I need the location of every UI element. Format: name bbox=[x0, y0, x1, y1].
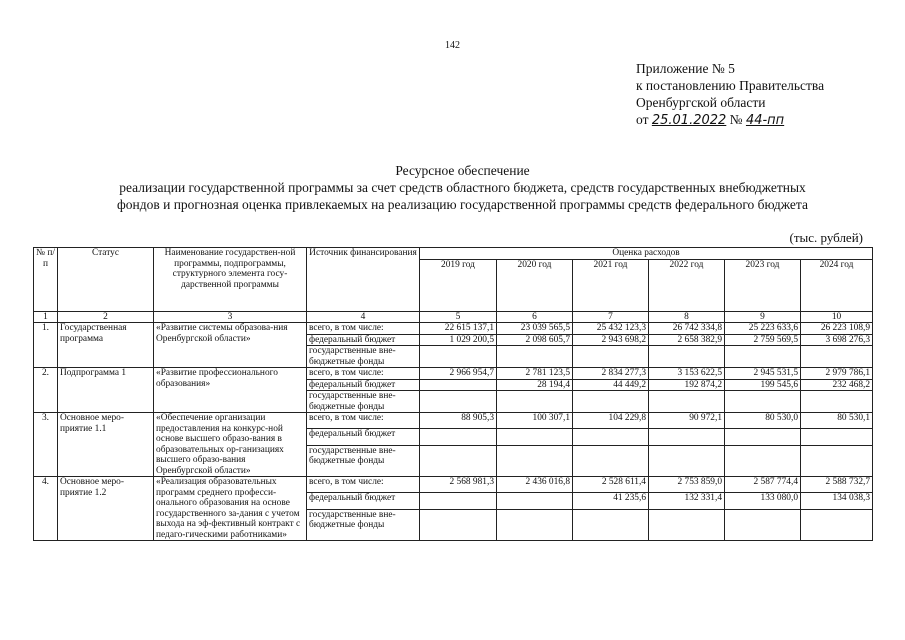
row-funding-source: всего, в том числе: bbox=[307, 368, 420, 380]
row-value bbox=[420, 445, 497, 476]
row-value bbox=[573, 445, 649, 476]
row-value bbox=[573, 391, 649, 413]
row-value: 23 039 565,5 bbox=[497, 323, 573, 335]
units-label: (тыс. рублей) bbox=[789, 230, 863, 245]
row-funding-source: федеральный бюджет bbox=[307, 379, 420, 391]
row-value bbox=[801, 391, 873, 413]
row-value bbox=[725, 509, 801, 540]
row-value: 26 223 108,9 bbox=[801, 323, 873, 335]
row-value: 133 080,0 bbox=[725, 493, 801, 509]
row-name: «Обеспечение организации предоставления на конкурс-ной основе высшего образо-вания в образовательных ор-ганизациях высшего образо-вания Оренбургской области» bbox=[154, 413, 307, 477]
document-title bbox=[40, 162, 885, 213]
row-value: 2 658 382,9 bbox=[649, 334, 725, 346]
budget-table-body bbox=[34, 323, 873, 541]
row-value bbox=[725, 429, 801, 445]
row-number: 3. bbox=[34, 413, 58, 477]
header-row-1 bbox=[34, 248, 873, 260]
table-row bbox=[34, 323, 873, 335]
row-funding-source: федеральный бюджет bbox=[307, 429, 420, 445]
row-value bbox=[649, 391, 725, 413]
row-value: 2 943 698,2 bbox=[573, 334, 649, 346]
row-value: 25 223 633,6 bbox=[725, 323, 801, 335]
row-value: 22 615 137,1 bbox=[420, 323, 497, 335]
row-value bbox=[420, 509, 497, 540]
table-row bbox=[34, 368, 873, 380]
header-estimate: Оценка расходов bbox=[420, 248, 873, 260]
row-funding-source: всего, в том числе: bbox=[307, 323, 420, 335]
row-value bbox=[420, 429, 497, 445]
table-row bbox=[34, 477, 873, 493]
row-value: 3 153 622,5 bbox=[649, 368, 725, 380]
header-year: 2021 год bbox=[573, 259, 649, 311]
header-year: 2020 год bbox=[497, 259, 573, 311]
row-value: 100 307,1 bbox=[497, 413, 573, 429]
row-funding-source: государственные вне-бюджетные фонды bbox=[307, 509, 420, 540]
row-value: 44 449,2 bbox=[573, 379, 649, 391]
budget-table bbox=[33, 247, 873, 541]
row-name: «Развитие профессионального образования» bbox=[154, 368, 307, 413]
column-index: 10 bbox=[801, 311, 873, 323]
row-status: Основное меро-приятие 1.1 bbox=[58, 413, 154, 477]
row-value: 134 038,3 bbox=[801, 493, 873, 509]
row-value: 25 432 123,3 bbox=[573, 323, 649, 335]
row-name: «Реализация образовательных программ среднего професси-онального образования на основе государственного за-дания с учетом выхода на эф-фективный контракт с педаго-гическими работниками» bbox=[154, 477, 307, 541]
appendix-region: Оренбургской области bbox=[636, 95, 766, 110]
title-line-1: Ресурсное обеспечение bbox=[395, 163, 530, 178]
row-value bbox=[649, 346, 725, 368]
row-value: 2 759 569,5 bbox=[725, 334, 801, 346]
row-status: Подпрограмма 1 bbox=[58, 368, 154, 413]
page-number: 142 bbox=[445, 40, 460, 51]
row-funding-source: всего, в том числе: bbox=[307, 477, 420, 493]
row-value bbox=[725, 346, 801, 368]
row-value bbox=[497, 391, 573, 413]
row-value bbox=[573, 509, 649, 540]
column-index: 2 bbox=[58, 311, 154, 323]
header-source: Источник финансирования bbox=[307, 248, 420, 312]
row-value: 2 587 774,4 bbox=[725, 477, 801, 493]
row-value: 26 742 334,8 bbox=[649, 323, 725, 335]
row-value: 104 229,8 bbox=[573, 413, 649, 429]
row-value: 41 235,6 bbox=[573, 493, 649, 509]
appendix-resolution: к постановлению Правительства bbox=[636, 78, 825, 93]
row-value bbox=[420, 391, 497, 413]
row-value bbox=[801, 509, 873, 540]
row-value: 199 545,6 bbox=[725, 379, 801, 391]
row-value bbox=[725, 391, 801, 413]
row-value bbox=[801, 429, 873, 445]
header-year: 2019 год bbox=[420, 259, 497, 311]
row-value: 2 781 123,5 bbox=[497, 368, 573, 380]
row-funding-source: федеральный бюджет bbox=[307, 334, 420, 346]
title-line-2: реализации государственной программы за счет средств областного бюджета, средств государственных внебюджетных bbox=[119, 180, 806, 195]
header-year: 2024 год bbox=[801, 259, 873, 311]
row-value: 28 194,4 bbox=[497, 379, 573, 391]
row-value: 132 331,4 bbox=[649, 493, 725, 509]
row-value bbox=[649, 509, 725, 540]
row-value bbox=[420, 379, 497, 391]
header-year: 2022 год bbox=[649, 259, 725, 311]
row-value bbox=[420, 493, 497, 509]
row-value bbox=[497, 429, 573, 445]
row-value: 2 753 859,0 bbox=[649, 477, 725, 493]
row-value: 2 966 954,7 bbox=[420, 368, 497, 380]
row-funding-source: государственные вне-бюджетные фонды bbox=[307, 391, 420, 413]
column-index: 9 bbox=[725, 311, 801, 323]
column-index: 7 bbox=[573, 311, 649, 323]
row-value bbox=[801, 445, 873, 476]
row-status: Основное меро-приятие 1.2 bbox=[58, 477, 154, 541]
title-line-3: фондов и прогнозная оценка привлекаемых на реализацию государственной программы средств федерального бюджета bbox=[117, 197, 808, 212]
row-value: 2 834 277,3 bbox=[573, 368, 649, 380]
column-index: 1 bbox=[34, 311, 58, 323]
header-status: Статус bbox=[58, 248, 154, 312]
row-value: 3 698 276,3 bbox=[801, 334, 873, 346]
row-value bbox=[573, 346, 649, 368]
resolution-date: 25.01.2022 bbox=[651, 113, 727, 128]
row-value: 90 972,1 bbox=[649, 413, 725, 429]
row-number: 4. bbox=[34, 477, 58, 541]
row-value bbox=[497, 445, 573, 476]
header-num: № п/п bbox=[34, 248, 58, 312]
row-value bbox=[497, 493, 573, 509]
date-prefix: от bbox=[636, 112, 649, 127]
column-index: 4 bbox=[307, 311, 420, 323]
row-value: 88 905,3 bbox=[420, 413, 497, 429]
row-value: 2 098 605,7 bbox=[497, 334, 573, 346]
header-year: 2023 год bbox=[725, 259, 801, 311]
column-index-row bbox=[34, 311, 873, 323]
row-value bbox=[725, 445, 801, 476]
row-value bbox=[649, 445, 725, 476]
row-funding-source: федеральный бюджет bbox=[307, 493, 420, 509]
row-value bbox=[497, 346, 573, 368]
row-funding-source: всего, в том числе: bbox=[307, 413, 420, 429]
row-value: 2 436 016,8 bbox=[497, 477, 573, 493]
row-funding-source: государственные вне-бюджетные фонды bbox=[307, 346, 420, 368]
row-value: 1 029 200,5 bbox=[420, 334, 497, 346]
appendix-title: Приложение № 5 bbox=[636, 61, 735, 76]
row-number: 2. bbox=[34, 368, 58, 413]
column-index: 3 bbox=[154, 311, 307, 323]
column-index: 8 bbox=[649, 311, 725, 323]
row-number: 1. bbox=[34, 323, 58, 368]
row-value: 80 530,1 bbox=[801, 413, 873, 429]
row-value: 2 945 531,5 bbox=[725, 368, 801, 380]
row-value bbox=[649, 429, 725, 445]
row-value bbox=[801, 346, 873, 368]
row-value bbox=[573, 429, 649, 445]
appendix-date-line bbox=[636, 111, 824, 129]
row-name: «Развитие системы образова-ния Оренбургской области» bbox=[154, 323, 307, 368]
header-name: Наименование государствен-ной программы, подпрограммы, структурного элемента госу-дарственной программы bbox=[154, 248, 307, 312]
column-index: 5 bbox=[420, 311, 497, 323]
row-status: Государственная программа bbox=[58, 323, 154, 368]
row-value: 2 979 786,1 bbox=[801, 368, 873, 380]
row-funding-source: государственные вне-бюджетные фонды bbox=[307, 445, 420, 476]
row-value: 2 528 611,4 bbox=[573, 477, 649, 493]
appendix-block bbox=[636, 60, 824, 129]
row-value: 192 874,2 bbox=[649, 379, 725, 391]
row-value: 2 588 732,7 bbox=[801, 477, 873, 493]
table-row bbox=[34, 413, 873, 429]
row-value: 2 568 981,3 bbox=[420, 477, 497, 493]
row-value: 80 530,0 bbox=[725, 413, 801, 429]
row-value bbox=[497, 509, 573, 540]
column-index: 6 bbox=[497, 311, 573, 323]
resolution-number: 44-пп bbox=[745, 113, 785, 128]
row-value: 232 468,2 bbox=[801, 379, 873, 391]
number-prefix: № bbox=[729, 112, 743, 127]
row-value bbox=[420, 346, 497, 368]
